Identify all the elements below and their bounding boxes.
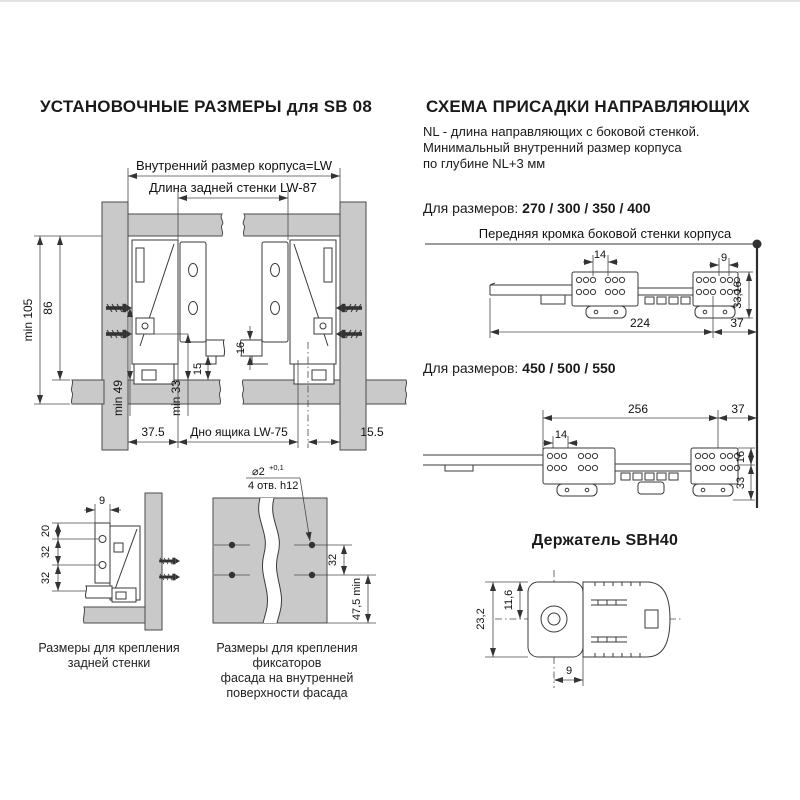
holder-diagram: [455, 560, 755, 700]
svg-text:15: 15: [192, 362, 204, 376]
svg-text:min 105: min 105: [21, 298, 35, 342]
rail-large: [423, 448, 740, 496]
svg-text:23,2: 23,2: [475, 608, 487, 630]
drawer-bottom: [206, 340, 262, 356]
svg-text:14: 14: [554, 429, 568, 441]
svg-text:16: 16: [735, 450, 747, 464]
holder-body: [495, 570, 683, 688]
rail-small-links: [645, 297, 690, 304]
dim-9-back-wall: [84, 495, 121, 523]
dim-32-facade: [327, 545, 344, 575]
sizes-large: Для размеров: 450 / 500 / 550: [423, 360, 616, 376]
svg-text:224: 224: [629, 316, 651, 330]
back-wall-detail-parts: [83, 493, 180, 630]
svg-text:32: 32: [327, 553, 339, 567]
svg-text:14: 14: [593, 249, 607, 261]
svg-text:+0,1: +0,1: [269, 463, 284, 472]
svg-text:256: 256: [627, 402, 649, 416]
back-wall-detail-diagram: [28, 488, 193, 638]
svg-text:32: 32: [40, 571, 52, 585]
svg-text:33,16: 33,16: [732, 281, 744, 309]
svg-text:min 49: min 49: [111, 379, 125, 417]
facade-panel: [213, 498, 327, 623]
svg-text:9: 9: [98, 495, 106, 507]
rail-large-links: [621, 473, 678, 480]
dim-9-holder: [554, 657, 583, 686]
drawer-assembly-left: [132, 240, 216, 384]
svg-text:16: 16: [235, 341, 247, 355]
holder-title: Держатель SBH40: [531, 532, 679, 549]
drawer-assembly-right: [252, 240, 336, 384]
dim-86: [41, 236, 70, 380]
main-cross-section-diagram: [20, 150, 420, 470]
dim-47-5-facade: [327, 575, 376, 623]
svg-text:Длина задней стенки LW-87: Длина задней стенки LW-87: [148, 180, 318, 195]
svg-text:15.5: 15.5: [360, 425, 384, 439]
dim-15: [192, 356, 208, 380]
svg-text:Передняя кромка боковой стенки: Передняя кромка боковой стенки корпуса: [478, 226, 732, 241]
svg-text:37: 37: [730, 316, 744, 330]
svg-text:Внутренний размер корпуса=LW: Внутренний размер корпуса=LW: [135, 158, 333, 173]
svg-text:33: 33: [735, 476, 747, 490]
svg-text:20: 20: [40, 524, 52, 538]
svg-text:Дно ящика LW-75: Дно ящика LW-75: [190, 425, 288, 439]
dim-min-105: [21, 236, 102, 404]
dim-chain-back-wall: [40, 523, 99, 591]
svg-text:37.5: 37.5: [141, 425, 165, 439]
svg-text:9: 9: [720, 252, 728, 264]
svg-text:9: 9: [565, 665, 573, 677]
svg-text:47,5 min: 47,5 min: [351, 577, 363, 621]
right-title: СХЕМА ПРИСАДКИ НАПРАВЛЯЮЩИХ: [426, 97, 750, 116]
dim-11-6: [503, 582, 520, 619]
svg-text:⌀2: ⌀2: [252, 466, 265, 478]
intro-text: NL - длина направляющих с боковой стенкой. Минимальный внутренний размер корпуса по глубине NL+3 мм: [423, 124, 700, 171]
rail-small: [490, 272, 740, 318]
svg-text:86: 86: [41, 301, 55, 315]
left-title: УСТАНОВОЧНЫЕ РАЗМЕРЫ для SB 08: [40, 97, 372, 116]
svg-text:min 33: min 33: [169, 379, 183, 417]
facade-caption: Размеры для крепления фиксаторов фасада на внутренней поверхности фасада: [216, 641, 358, 700]
svg-text:11,6: 11,6: [503, 589, 515, 611]
sizes-small: Для размеров: 270 / 300 / 350 / 400: [423, 200, 651, 216]
back-wall-caption: Размеры для крепления задней стенки: [38, 641, 180, 670]
svg-text:32: 32: [40, 545, 52, 559]
svg-text:4 отв. h12: 4 отв. h12: [248, 480, 299, 492]
svg-text:37: 37: [731, 402, 745, 416]
